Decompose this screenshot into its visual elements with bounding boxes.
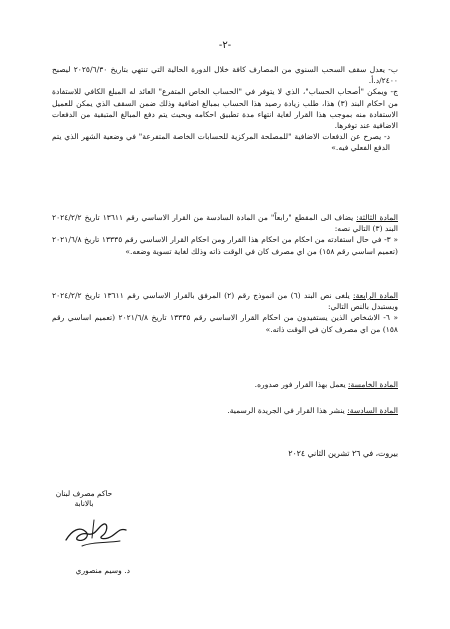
- signatory-title-line2: بالانابة: [74, 499, 94, 508]
- article-3-quote: « ٣- في حال استفادته من احكام من احكام هذا القرار ومن احكام القرار الاساسي رقم ١٣٣٣٥ تاريخ ٢٠٢١/٦/٨ (تعميم اساسي رقم ١٥٨) من اي مصرف كان في الوقت ذاته وذلك لغاية تسوية وضعه.»: [52, 235, 399, 256]
- article-6-line: [52, 405, 398, 416]
- article-6: [52, 405, 398, 416]
- article-3-heading: المادة الثالثة:: [356, 213, 399, 222]
- article-3-intro: يضاف الى المقطع "رابعاً" من المادة السادسة من القرار الاساسي رقم ١٣٦١١ تاريخ ٢٠٢٤/٢/٢ البند (٣) التالي نصه:: [52, 213, 398, 234]
- article-3: [52, 212, 398, 257]
- article-5: [52, 379, 398, 390]
- signatory-name: د. وسيم منصوري: [75, 566, 130, 575]
- item-c: ج- ويمكن "أصحاب الحساب"، الذي لا يتوفر في "الحساب الخاص المتفرع" العائد له المبلغ الكافي للاستفادة من احكام البند (٣) هذا، طلب زيادة رصيد هذا الحساب بمبالغ اضافية وذلك ضمن السقف الذي يمكن للعميل الاستفادة منه بموجب هذا القرار لغاية انتهاء مدة تطبيق احكامه وبحيث يتم دفع المبالغ المتبقية من الدفعات الاضافية عند توفرها.: [52, 87, 398, 131]
- article-4-quote: « ٦- الاشخاص الذين يستفيدون من احكام القرار الاساسي رقم ١٣٣٣٥ تاريخ ٢٠٢١/٦/٨ (تعميم اساسي رقم ١٥٨) من اي مصرف كان في الوقت ذاته.»: [52, 313, 398, 334]
- item-b: ب- يعدل سقف السحب السنوي من المصارف كافة خلال الدورة الحالية التي تنتهي بتاريخ ٢٠٢٥/٦/٣٠ ليصبح ٢٤٠٠/د.أ.: [52, 65, 398, 86]
- issue-date: بيروت، في ٢٦ تشرين الثاني ٢٠٢٤: [288, 449, 398, 458]
- article-5-line: [52, 379, 398, 390]
- article-3-intro-line: [52, 212, 398, 234]
- signatory-title: [48, 489, 120, 509]
- decision-items: [52, 64, 398, 154]
- article-6-heading: المادة السادسة:: [347, 406, 398, 415]
- handwritten-signature: [62, 512, 132, 552]
- article-4: [52, 290, 398, 335]
- signatory-title-line1: حاكم مصرف لبنان: [55, 489, 113, 498]
- item-d: د- يصرح عن الدفعات الاضافية "للمصلحة المركزية للحسابات الخاصة المتفرعة" في وضعية الشهر الذي يتم الدفع الفعلي فيه.»: [52, 132, 390, 153]
- article-4-heading: المادة الرابعة:: [353, 291, 399, 300]
- page-number: -٢-: [218, 40, 232, 51]
- article-4-intro: يلغى نص البند (٦) من انموذج رقم (٢) المرفق بالقرار الاساسي رقم ١٣٦١١ تاريخ ٢٠٢٤/٢/٢ ويستبدل بالنص التالي:: [52, 291, 398, 312]
- article-6-text: ينشر هذا القرار في الجريدة الرسمية.: [227, 406, 345, 415]
- article-5-text: يعمل بهذا القرار فور صدوره.: [254, 380, 346, 389]
- article-4-intro-line: [52, 290, 398, 312]
- article-5-heading: المادة الخامسة:: [347, 380, 398, 389]
